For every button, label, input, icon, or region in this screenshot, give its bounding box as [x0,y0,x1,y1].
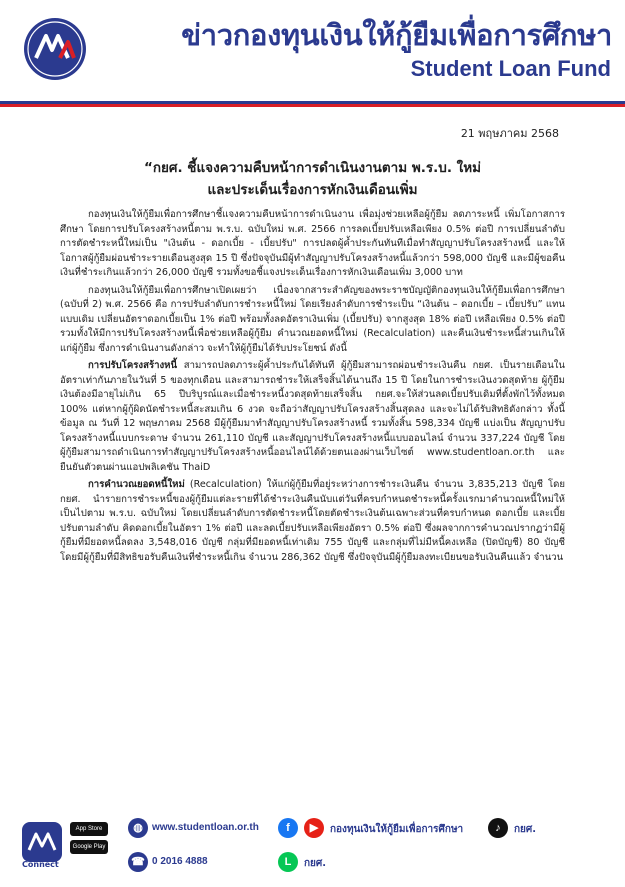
recalculation-heading: การคำนวณยอดหนี้ใหม่ [88,479,185,490]
headline-line-2: และประเด็นเรื่องการหักเงินเดือนเพิ่ม [207,182,418,198]
line-name[interactable]: กยศ. [304,858,327,869]
connect-label: Connect [22,860,59,869]
recalculation-text: (Recalculation) ให้แก่ผู้กู้ยืมที่อยู่ระหว่างการชำระเงินคืน จำนวน 3,835,213 บัญชี โดย กยศ. นำรายการชำระหนี้ของผู้กู้ยืมแต่ละรายที่ได้ชำระเงินคืนนับแต่วันที่ครบกำหนดชำระหนี้ครั้งแรกมาคำนวณหนี้ใหม่ให้เป็นไปตาม พ.ร.บ. ฉบับใหม่ โดยเปลี่ยนลำดับการตัดชำระหนี้โดยตัดชำระเงินต้นเฉพาะส่วนที่ครบกำหนด ดอกเบี้ย และเบี้ยปรับตามลำดับ คิดดอกเบี้ยในอัตรา 1% ต่อปี และลดเบี้ยปรับเหลือเพียงอัตรา 0.5% ต่อปี ซึ่งผลจากการคำนวณปรากฏว่ามีผู้กู้ยืมที่มียอดหนี้ลดลง 3,548,016 บัญชี กลุ่มที่มียอดหนี้เท่าเดิม 755 บัญชี และกลุ่มที่ไม่มีหนี้คงเหลือ (ปิดบัญชี) 80 บัญชี โดยมีผู้กู้ยืมที่มีสิทธิขอรับคืนเงินที่ชำระหนี้เกิน จำนวน 286,362 บัญชี ซึ่งปัจจุบันมีผู้กู้ยืมลงทะเบียนขอรับเงินคืนแล้ว จำนวน [60,479,565,563]
facebook-icon: f [278,818,298,838]
line-icon: L [278,852,298,872]
youtube-icon: ▶ [304,818,324,838]
phone-number[interactable]: 0 2016 4888 [152,856,208,867]
article-body [60,208,565,568]
website-link[interactable]: www.studentloan.or.th [152,822,259,833]
restructuring-heading: การปรับโครงสร้างหนี้ [88,360,178,371]
paragraph-background: กองทุนเงินให้กู้ยืมเพื่อการศึกษาเปิดเผยว่า เนื่องจากสาระสำคัญของพระราชบัญญัติกองทุนเงินให้กู้ยืมเพื่อการศึกษา (ฉบับที่ 2) พ.ศ. 2566 คือ การปรับลำดับการชำระหนี้ใหม่ โดยเรียงลำดับการชำระเป็น “เงินต้น – ดอกเบี้ย – เบี้ยปรับ” แทนแบบเดิม เปลี่ยนอัตราดอกเบี้ยเป็น 1% ต่อปี พร้อมทั้งลดอัตราเงินเพิ่ม (เบี้ยปรับ) จากสูงสุด 18% ต่อปี เหลือเพียง 0.5% ต่อปี รวมทั้งให้มีการปรับโครงสร้างหนี้เพื่อช่วยเหลือผู้กู้ยืม คำนวณยอดหนี้ใหม่ (Recalculation) และคืนเงินชำระหนี้ส่วนเกินให้แก่ผู้กู้ยืม ซึ่งการดำเนินงานดังกล่าว จะทำให้ผู้กู้ยืมได้รับประโยชน์ ดังนี้ [60,284,565,354]
publish-date: 21 พฤษภาคม 2568 [460,127,559,140]
globe-icon: ◍ [128,818,148,838]
headline-line-1: “กยศ. ชี้แจงความคืบหน้าการดำเนินงานตาม พ.ร.บ. ใหม่ [143,160,482,176]
slf-connect-logo [22,822,62,862]
header-title-english: Student Loan Fund [410,56,611,81]
facebook-page-name[interactable]: กองทุนเงินให้กู้ยืมเพื่อการศึกษา [330,824,464,835]
phone-icon: ☎ [128,852,148,872]
slf-logo [22,16,88,82]
paragraph-recalculation [60,478,565,565]
page-header [0,0,625,108]
restructuring-text: สามารถปลดภาระผู้ค้ำประกันได้ทันที ผู้กู้ยืมสามารถผ่อนชำระเงินคืน กยศ. เป็นรายเดือนในอัตราเท่ากันภายในวันที่ 5 ของทุกเดือน และสามารถชำระให้เสร็จสิ้นได้นานถึง 15 ปี โดยในการชำระเงินงวดสุดท้าย ผู้กู้ยืมเงินต้องมีอายุไม่เกิน 65 ปีบริบูรณ์และเมื่อชำระหนี้งวดสุดท้ายเสร็จสิ้น กยศ.จะให้ส่วนลดเบี้ยปรับเดิมที่ตั้งพักไว้ทั้งหมด 100% แต่หากผู้กู้ผิดนัดชำระหนี้สะสมเกิน 6 งวด จะถือว่าสัญญาปรับโครงสร้างสิ้นสุดลง และจะไม่ได้รับสิทธิดังกล่าว ทั้งนี้ ข้อมูล ณ วันที่ 12 พฤษภาคม 2568 มีผู้กู้ยืมมาทำสัญญาปรับโครงสร้างหนี้ รวมทั้งสิ้น 598,334 บัญชี แบ่งเป็น สัญญาปรับโครงสร้างหนี้แบบกระดาษ จำนวน 261,110 บัญชี และสัญญาปรับโครงสร้างหนี้แบบออนไลน์ จำนวน 337,224 บัญชี โดยผู้กู้ยืมสามารถดำเนินการทำสัญญาปรับโครงสร้างหนี้ออนไลน์ได้ด้วยตนเองผ่านเว็บไซต์ www.studentloan.or.th และยืนยันตัวตนผ่านแอปพลิเคชัน ThaiD [60,360,565,473]
tiktok-name[interactable]: กยศ. [514,824,537,835]
paragraph-restructuring [60,359,565,475]
google-play-badge[interactable]: Google Play [70,840,108,854]
tiktok-icon: ♪ [488,818,508,838]
page-footer [0,808,625,887]
header-title-thai: ข่าวกองทุนเงินให้กู้ยืมเพื่อการศึกษา [181,18,612,52]
app-store-badge[interactable]: App Store [70,822,108,836]
header-divider-red [0,104,625,107]
paragraph-intro: กองทุนเงินให้กู้ยืมเพื่อการศึกษาชี้แจงความคืบหน้าการดำเนินงาน เพื่อมุ่งช่วยเหลือผู้กู้ยืม ลดภาระหนี้ เพิ่มโอกาสการศึกษา โดยการปรับโครงสร้างหนี้ตาม พ.ร.บ. ฉบับใหม่ พ.ศ. 2566 การลดเบี้ยปรับเหลือเพียง 0.5% ต่อปี การเปลี่ยนลำดับการตัดชำระหนี้ใหม่เป็น "เงินต้น - ดอกเบี้ย - เบี้ยปรับ" การปลดผู้ค้ำประกันทันทีเมื่อทำสัญญาปรับโครงสร้างหนี้ และให้โอกาสผู้กู้ยืมผ่อนชำระรายเดือนสูงสุด 15 ปี ซึ่งปัจจุบันมีผู้ทำสัญญาปรับโครงสร้างหนี้แล้วกว่า 598,000 บัญชี และมีผู้ขอคืนเงินที่ชำระเกินแล้วกว่า 26,000 บัญชี รวมทั้งขอชี้แจงประเด็นเรื่องการหักเงินเดือนเพิ่ม 3,000 บาท [60,209,565,278]
